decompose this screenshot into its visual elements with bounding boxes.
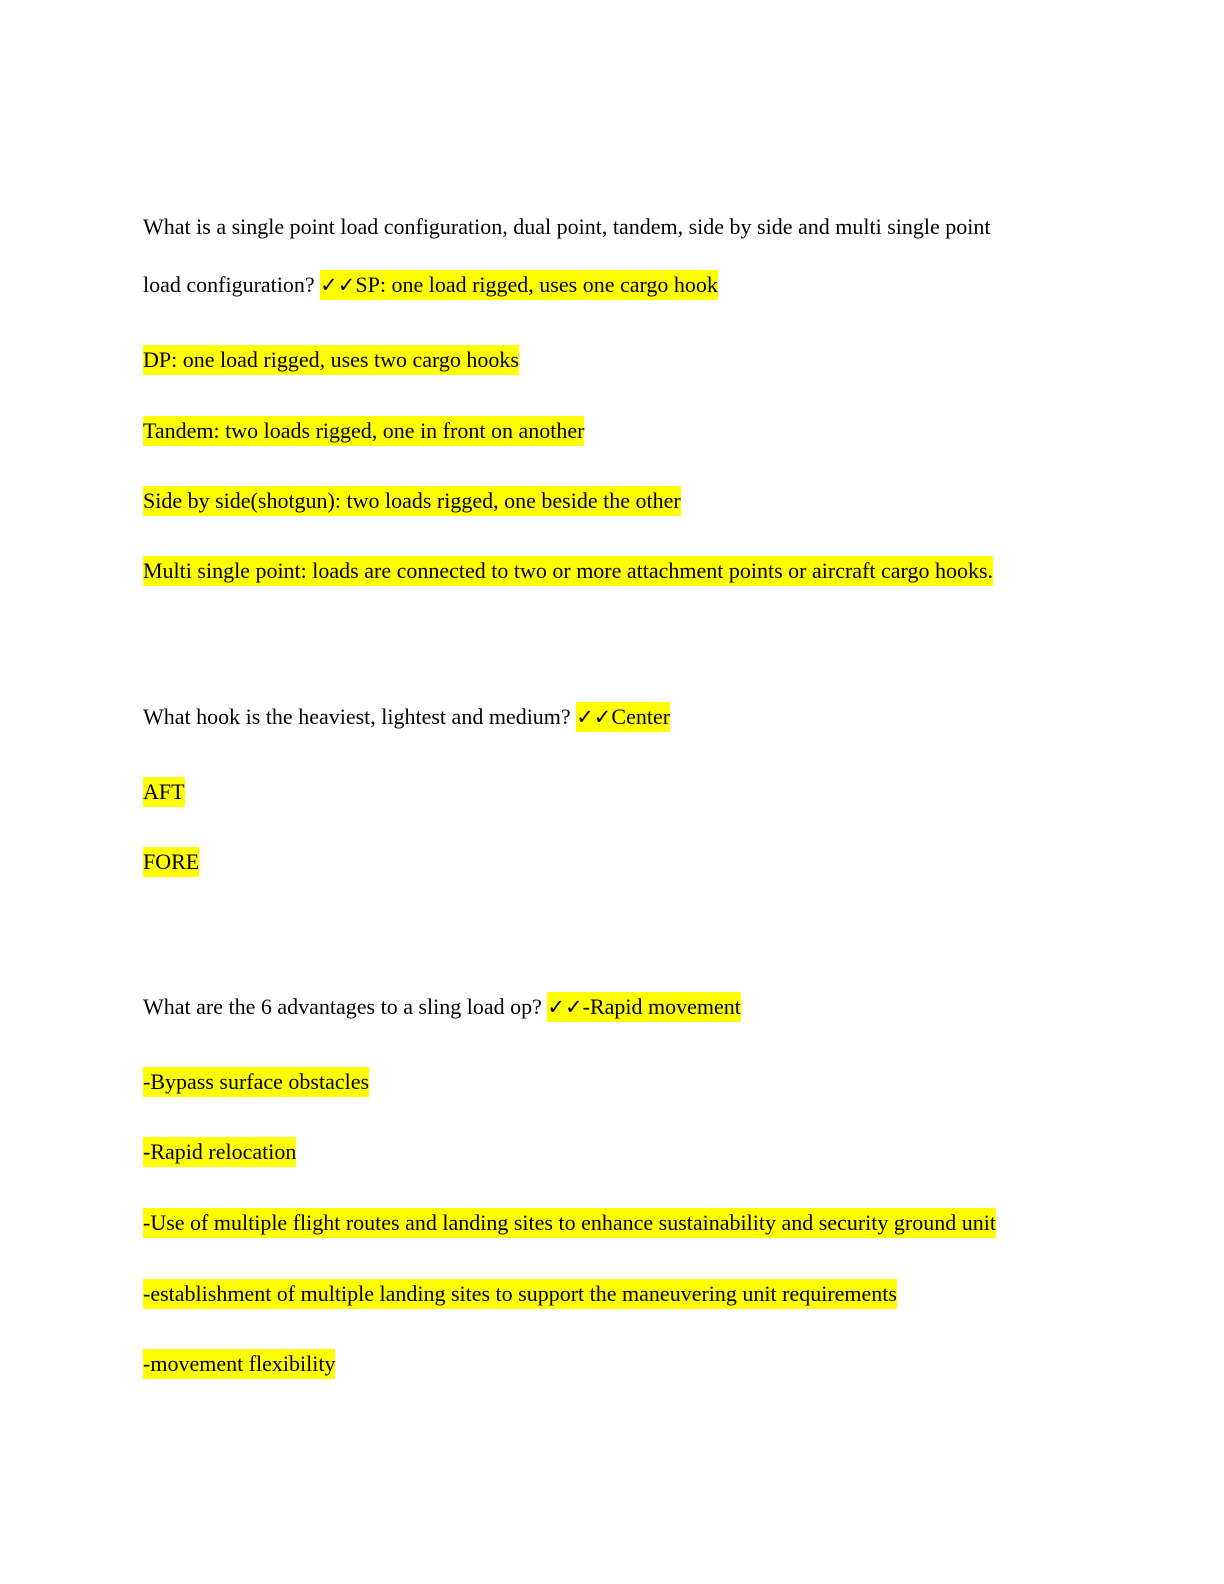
q1-question-text-2: load configuration? bbox=[143, 272, 315, 297]
q1-answer-4: Side by side(shotgun): two loads rigged, one beside the other bbox=[143, 486, 681, 516]
q3-answer-highlight bbox=[547, 992, 740, 1022]
q3-answer-line-3 bbox=[143, 1137, 296, 1167]
q3-answer-6: -movement flexibility bbox=[143, 1349, 335, 1379]
q3-answer-1: -Rapid movement bbox=[582, 994, 741, 1019]
q1-answer-line-3 bbox=[143, 416, 584, 446]
q1-answer-line-2 bbox=[143, 345, 519, 375]
q2-answer-3: FORE bbox=[143, 847, 199, 877]
q3-question-text: What are the 6 advantages to a sling load op? bbox=[143, 994, 542, 1019]
q1-answer-highlight bbox=[320, 270, 718, 300]
q2-answer-1: Center bbox=[611, 704, 671, 729]
q2-question-text: What hook is the heaviest, lightest and medium? bbox=[143, 704, 571, 729]
q1-answer-line-4 bbox=[143, 486, 681, 516]
q2-answer-2: AFT bbox=[143, 777, 185, 807]
q3-answer-5: -establishment of multiple landing sites to support the maneuvering unit requirements bbox=[143, 1279, 897, 1309]
q1-answer-3: Tandem: two loads rigged, one in front on another bbox=[143, 416, 584, 446]
q1-answer-5: Multi single point: loads are connected to two or more attachment points or aircraft cargo hooks. bbox=[143, 556, 993, 586]
q1-question-line-1 bbox=[143, 212, 990, 242]
q3-answer-line-5 bbox=[143, 1279, 897, 1309]
q3-answer-line-2 bbox=[143, 1067, 369, 1097]
q2-answer-highlight bbox=[576, 702, 670, 732]
q2-answer-line-3 bbox=[143, 847, 199, 877]
q1-answer-2: DP: one load rigged, uses two cargo hooks bbox=[143, 345, 519, 375]
check-mark-icon: ✓✓ bbox=[576, 705, 612, 729]
check-mark-icon: ✓✓ bbox=[320, 273, 356, 297]
q3-answer-4: -Use of multiple flight routes and landing sites to enhance sustainability and security ground unit bbox=[143, 1208, 996, 1238]
q1-answer-line-5 bbox=[143, 556, 993, 586]
q1-question-text-1: What is a single point load configuration, dual point, tandem, side by side and multi single point bbox=[143, 214, 991, 239]
q3-answer-line-6 bbox=[143, 1349, 335, 1379]
q3-question-line bbox=[143, 992, 741, 1022]
q1-answer-1: SP: one load rigged, uses one cargo hook bbox=[355, 272, 718, 297]
q2-answer-line-2 bbox=[143, 777, 185, 807]
check-mark-icon: ✓✓ bbox=[547, 995, 583, 1019]
q2-question-line bbox=[143, 702, 670, 732]
q3-answer-line-4 bbox=[143, 1208, 996, 1238]
q3-answer-2: -Bypass surface obstacles bbox=[143, 1067, 369, 1097]
q3-answer-3: -Rapid relocation bbox=[143, 1137, 296, 1167]
q1-question-line-2 bbox=[143, 270, 718, 300]
